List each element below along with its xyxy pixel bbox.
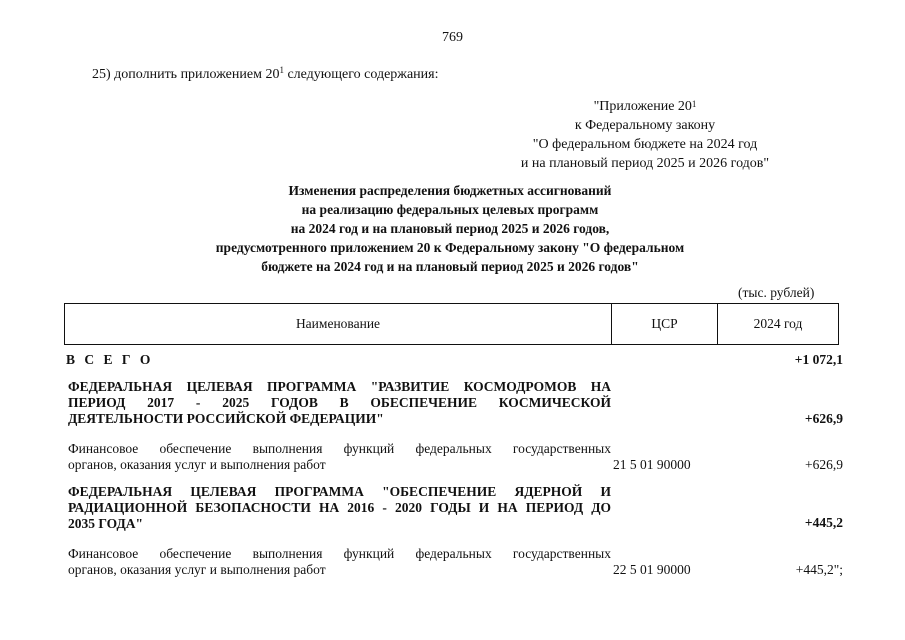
program-title-line: ФЕДЕРАЛЬНАЯ ЦЕЛЕВАЯ ПРОГРАММА "ОБЕСПЕЧЕНИЕ ЯДЕРНОЙ И bbox=[68, 484, 611, 499]
item-text-line: органов, оказания услуг и выполнения работ bbox=[68, 457, 326, 472]
program-1-item-value: +626,9 bbox=[805, 457, 843, 472]
program-1-item-csr: 21 5 01 90000 bbox=[613, 457, 691, 472]
header-name-cell: Наименование bbox=[65, 304, 612, 345]
appendix-line-4: и на плановый период 2025 и 2026 годов" bbox=[520, 156, 770, 171]
appendix-superscript: 1 bbox=[691, 99, 697, 109]
title-line: на реализацию федеральных целевых программ bbox=[301, 202, 599, 217]
item-text-line: Финансовое обеспечение выполнения функций федеральных государственных bbox=[68, 441, 611, 456]
intro-paragraph bbox=[92, 67, 439, 83]
program-1-title bbox=[68, 379, 611, 427]
appendix-line-3: "О федеральном бюджете на 2024 год bbox=[532, 137, 758, 152]
program-2-item-csr: 22 5 01 90000 bbox=[613, 562, 691, 577]
intro-text-after: следующего содержания: bbox=[283, 67, 439, 82]
program-title-line: ПЕРИОД 2017 - 2025 ГОДОВ В ОБЕСПЕЧЕНИЕ КОСМИЧЕСКОЙ bbox=[68, 395, 611, 410]
item-text-line: органов, оказания услуг и выполнения работ bbox=[68, 562, 326, 577]
intro-text-before: 25) дополнить приложением 20 bbox=[92, 67, 280, 82]
header-year-cell: 2024 год bbox=[718, 304, 839, 345]
program-title-line: РАДИАЦИОННОЙ БЕЗОПАСНОСТИ НА 2016 - 2020 ГОДЫ И НА ПЕРИОД ДО bbox=[68, 500, 611, 515]
appendix-line-2: к Федеральному закону bbox=[574, 118, 716, 133]
title-line: предусмотренного приложением 20 к Федеральному закону "О федеральном bbox=[215, 240, 685, 255]
appendix-line-1-text: "Приложение 20 bbox=[593, 99, 692, 114]
item-text-line: Финансовое обеспечение выполнения функций федеральных государственных bbox=[68, 546, 611, 561]
program-title-line: ФЕДЕРАЛЬНАЯ ЦЕЛЕВАЯ ПРОГРАММА "РАЗВИТИЕ КОСМОДРОМОВ НА bbox=[68, 379, 611, 394]
header-csr-cell: ЦСР bbox=[612, 304, 718, 345]
appendix-header bbox=[440, 97, 850, 173]
total-label: В С Е Г О bbox=[66, 352, 154, 367]
total-value: +1 072,1 bbox=[794, 352, 843, 367]
program-2-item-value: +445,2"; bbox=[795, 562, 843, 577]
program-2-value: +445,2 bbox=[804, 515, 843, 530]
title-line: на 2024 год и на плановый период 2025 и 2026 годов, bbox=[290, 221, 610, 236]
units-label: (тыс. рублей) bbox=[738, 285, 815, 300]
program-2-item-text bbox=[68, 546, 611, 578]
page-number: 769 bbox=[442, 30, 463, 45]
title-line: бюджете на 2024 год и на плановый период 2025 и 2026 годов" bbox=[261, 259, 639, 274]
program-1-item-text bbox=[68, 441, 611, 473]
appendix-line-1 bbox=[440, 97, 850, 116]
document-title bbox=[150, 181, 750, 276]
program-1-value: +626,9 bbox=[804, 411, 843, 426]
program-2-title bbox=[68, 484, 611, 532]
title-line: Изменения распределения бюджетных ассигнований bbox=[288, 183, 612, 198]
header-row bbox=[65, 304, 839, 345]
table-header bbox=[64, 303, 839, 345]
program-title-line: ДЕЯТЕЛЬНОСТИ РОССИЙСКОЙ ФЕДЕРАЦИИ" bbox=[68, 411, 384, 426]
program-title-line: 2035 ГОДА" bbox=[68, 516, 143, 531]
intro-superscript: 1 bbox=[279, 65, 284, 75]
